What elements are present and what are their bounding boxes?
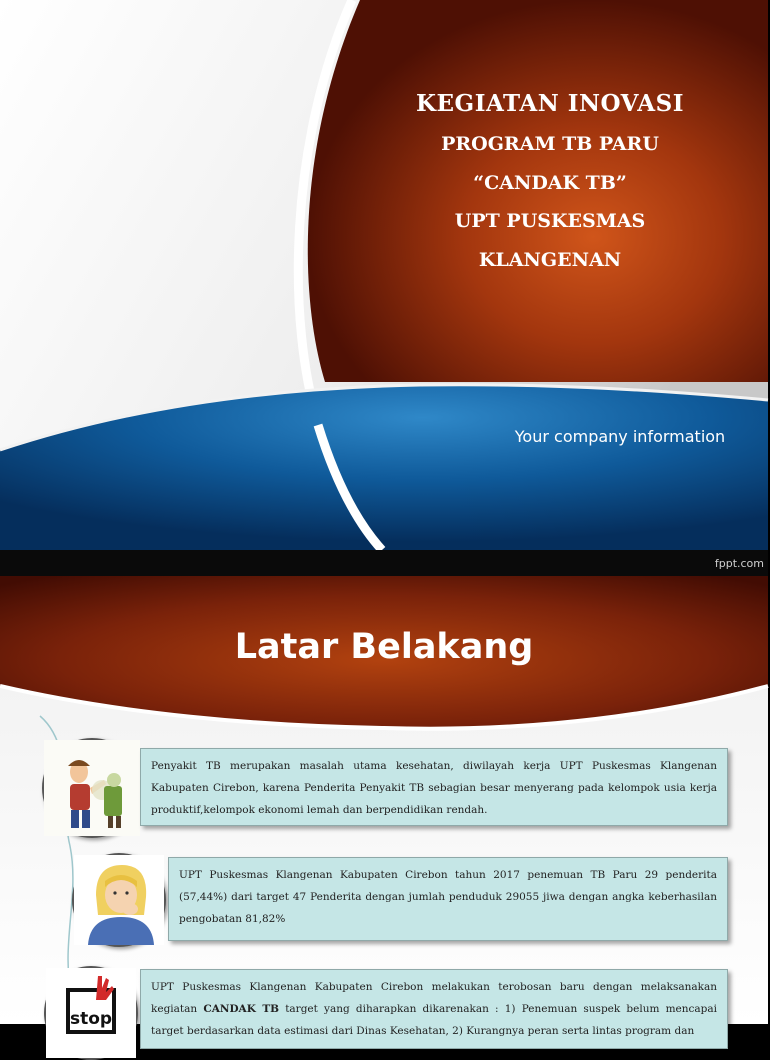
background-point-3-highlight: CANDAK TB <box>203 1003 280 1015</box>
background-point-3-text-part-2: target yang diharapkan dikarenakan : 1) Penemuan suspek belum mencapai target berdasarkan data estimasi dari Dinas Kesehatan, 2) Kurangnya peran serta lintas program dan <box>151 1003 718 1037</box>
slide-title-line-5: KLANGENAN <box>478 249 622 271</box>
background-point-2-text: UPT Puskesmas Klangenan Kabupaten Cirebon tahun 2017 penemuan TB Paru 29 penderita (57,44%) dari target 47 Penderita dengan jumlah penduduk 29055 jiwa dengan angka keberhasilan pengobatan 81,82% <box>179 869 717 925</box>
slide-title-line-2: PROGRAM TB PARU <box>441 133 659 155</box>
stop-hand-icon <box>46 968 136 1058</box>
slide-title-line-3: “CANDAK TB” <box>473 172 627 194</box>
stop-sign-text: stop <box>69 1009 113 1029</box>
sick-woman-icon <box>74 855 164 945</box>
background-point-1-text: Penyakit TB merupakan masalah utama kesehatan, diwilayah kerja UPT Puskesmas Klangenan Kabupaten Cirebon, karena Penderita Penyakit TB sebagian besar menyerang pada kelompok usia kerja produktif,kelompok ekonomi lemah dan berpendidikan rendah. <box>151 760 717 816</box>
background-point-2 <box>168 857 728 941</box>
background-point-3 <box>140 969 728 1049</box>
watermark-text: fppt.com <box>714 557 764 570</box>
slide-title-line-1: KEGIATAN INOVASI <box>416 90 684 117</box>
stop-sign-illustration <box>44 966 138 1060</box>
background-point-3-text-part-1: UPT Puskesmas Klangenan Kabupaten Cirebon melakukan terobosan baru dengan melaksanakan kegiatan <box>151 981 717 1015</box>
coughing-man-illustration <box>42 738 142 838</box>
content-slide <box>0 576 768 1037</box>
sick-woman-illustration <box>72 853 166 947</box>
background-point-1 <box>140 748 728 826</box>
company-information: Your company information <box>514 427 726 446</box>
slide-title-line-4: UPT PUSKESMAS <box>454 210 646 232</box>
slide-heading: Latar Belakang <box>234 627 534 667</box>
coughing-person-icon <box>44 740 140 836</box>
